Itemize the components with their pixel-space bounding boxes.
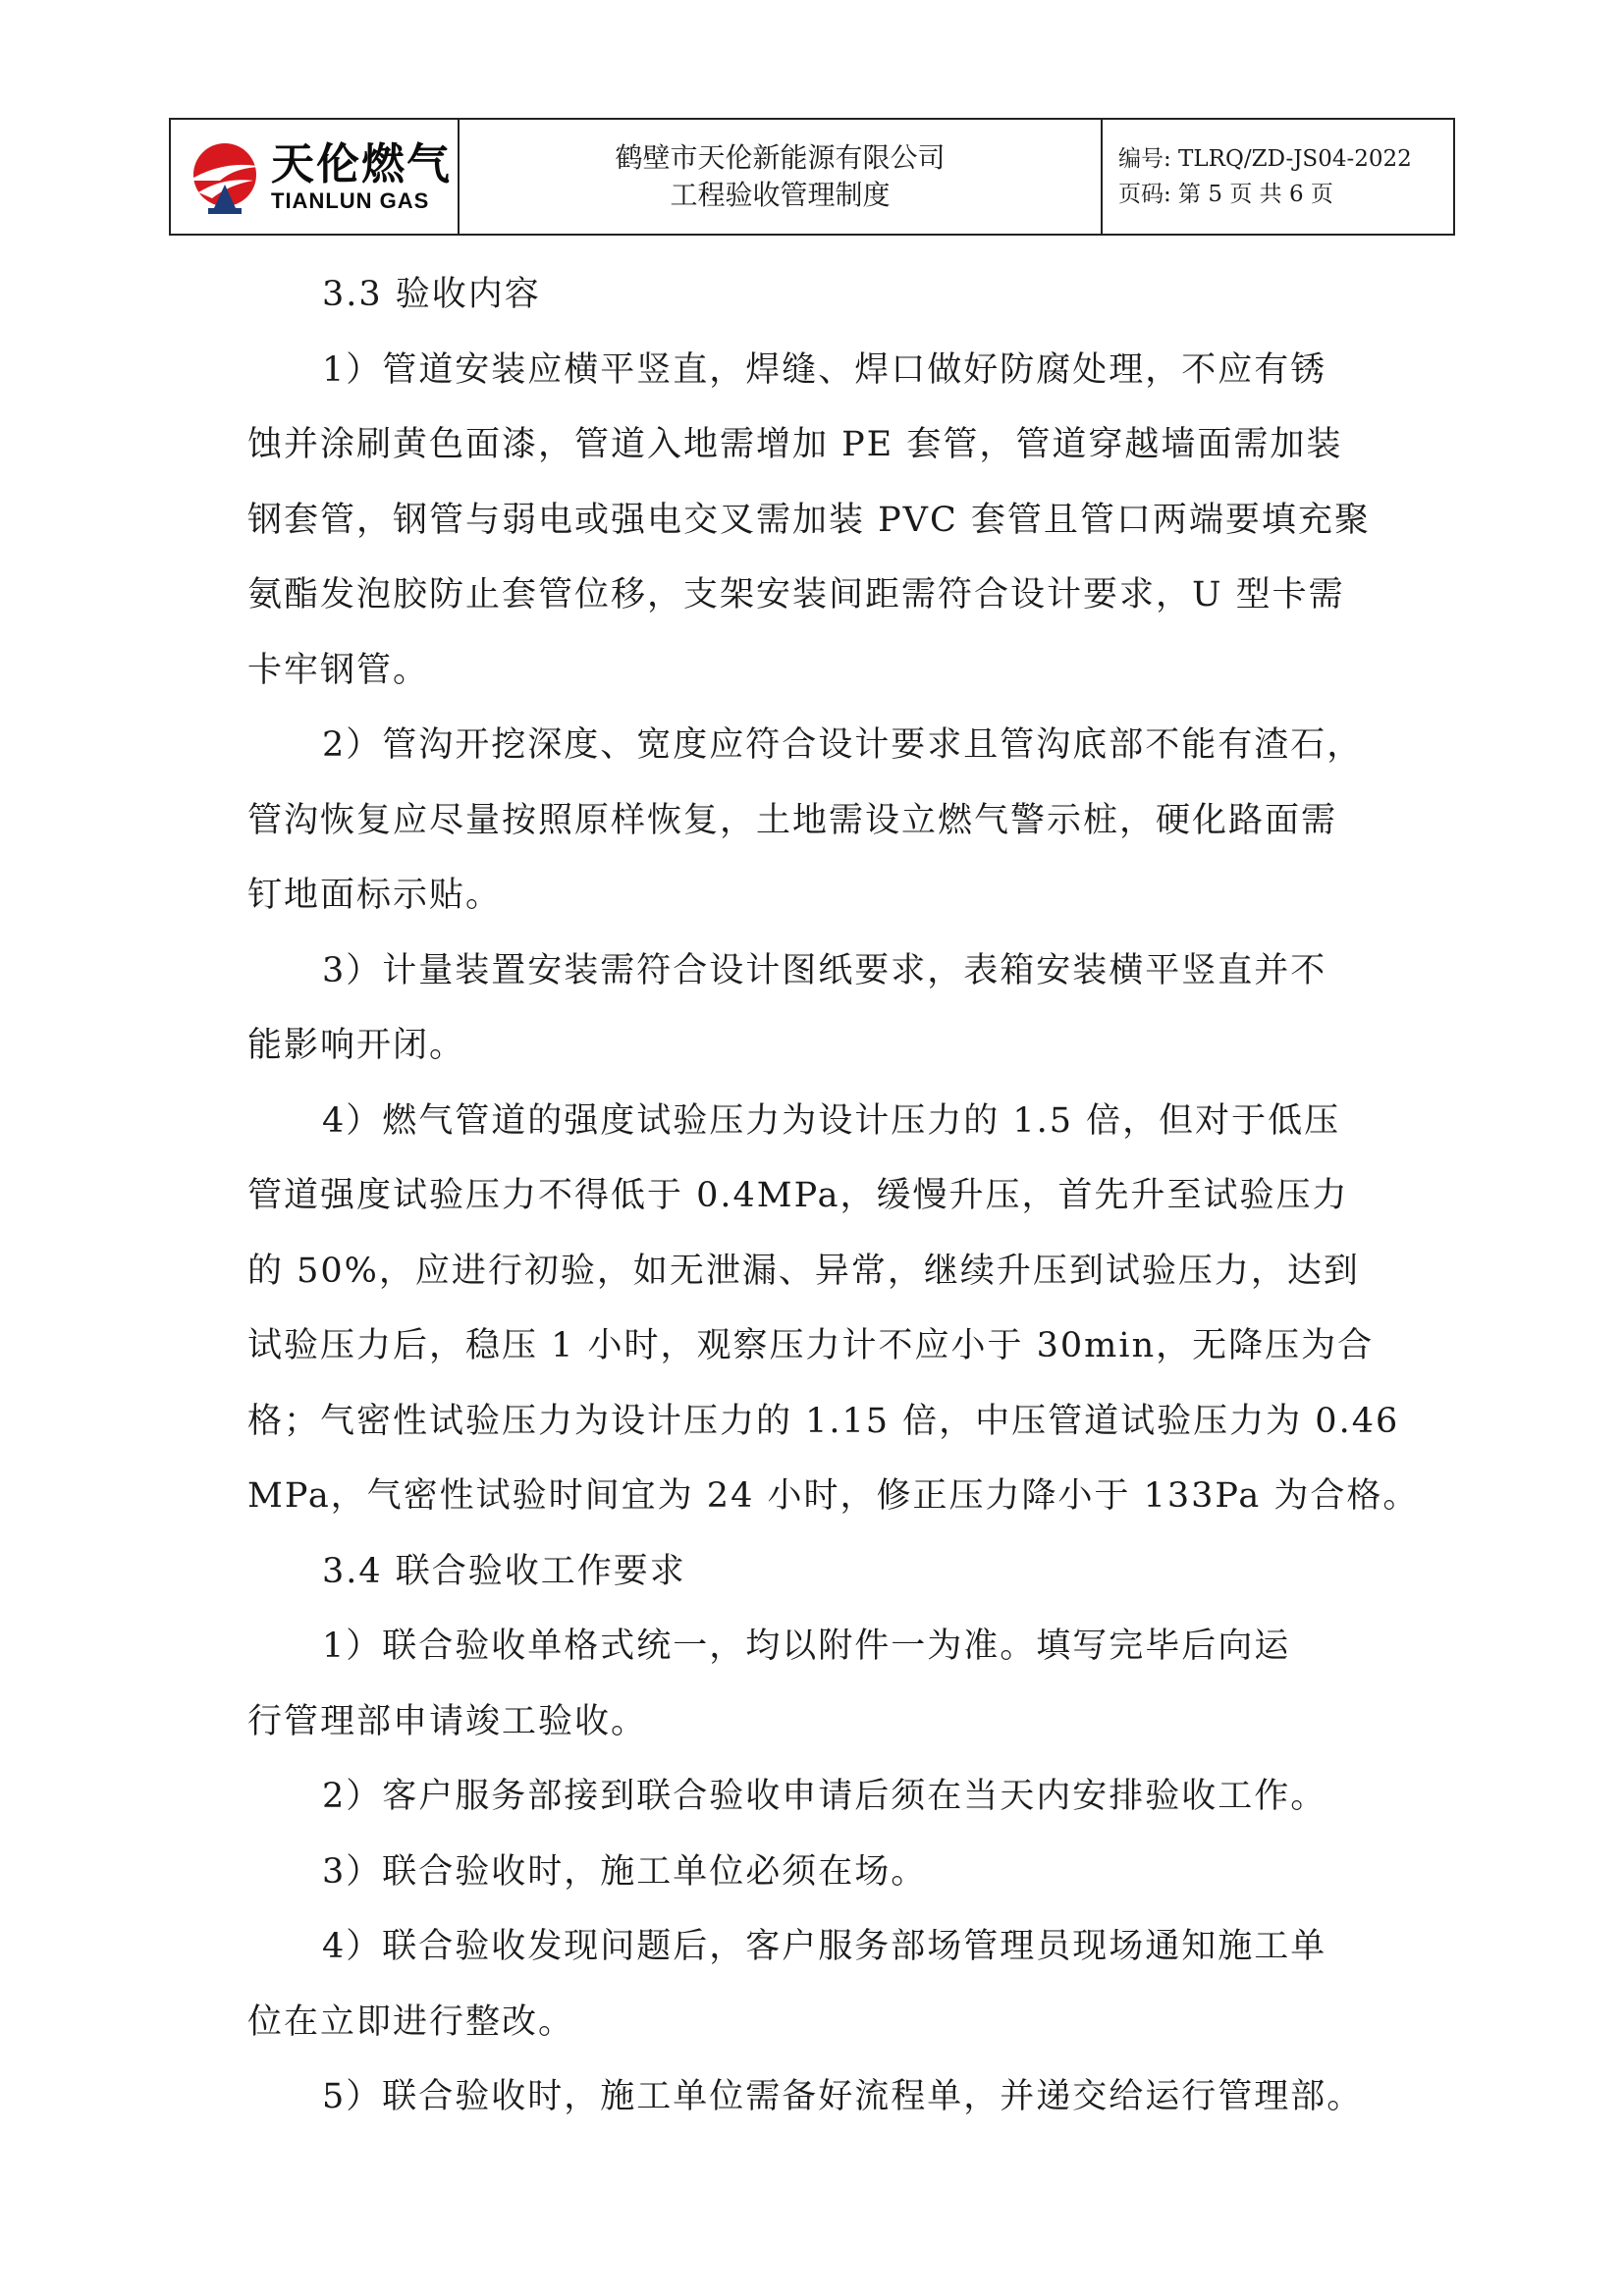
company-logo (171, 120, 460, 234)
body-line: 4）联合验收发现问题后，客户服务部场管理员现场通知施工单 (322, 1927, 1327, 1966)
logo-chinese-name: 天伦燃气 (271, 139, 452, 189)
document-header (169, 118, 1455, 236)
body-line: 试验压力后，稳压 1 小时，观察压力计不应小于 30min，无降压为合 (247, 1326, 1375, 1365)
body-line: 3）计量装置安装需符合设计图纸要求，表箱安装横平竖直并不 (322, 950, 1327, 990)
body-line: 氨酯发泡胶防止套管位移，支架安装间距需符合设计要求，U 型卡需 (247, 575, 1345, 614)
body-line: 位在立即进行整改。 (247, 2002, 575, 2042)
body-line: 管道强度试验压力不得低于 0.4MPa，缓慢升压，首先升至试验压力 (247, 1176, 1349, 1215)
body-line: 3.3 验收内容 (322, 275, 541, 314)
body-line: 5）联合验收时，施工单位需备好流程单，并递交给运行管理部。 (322, 2077, 1364, 2116)
body-line: 能影响开闭。 (247, 1026, 466, 1065)
logo-english-name: TIANLUN GAS (271, 188, 430, 213)
document-body (247, 257, 1420, 2135)
body-line: 4）燃气管道的强度试验压力为设计压力的 1.5 倍，但对于低压 (322, 1100, 1341, 1141)
document-title: 工程验收管理制度 (670, 179, 891, 211)
page-number: 页码: 第 5 页 共 6 页 (1118, 182, 1333, 207)
body-line: 钢套管，钢管与弱电或强电交叉需加装 PVC 套管且管口两端要填充聚 (247, 500, 1371, 540)
tianlun-logo-icon (185, 137, 265, 216)
body-line: 1）管道安装应横平竖直，焊缝、焊口做好防腐处理，不应有锈 (322, 349, 1327, 390)
body-line: 钉地面标示贴。 (247, 876, 503, 915)
body-line: 卡牢钢管。 (247, 650, 430, 690)
header-meta-cell (1103, 120, 1453, 234)
body-line: 3）联合验收时，施工单位必须在场。 (322, 1851, 928, 1892)
body-line: 的 50%，应进行初验，如无泄漏、异常，继续升压到试验压力，达到 (247, 1251, 1360, 1291)
body-line: 行管理部申请竣工验收。 (247, 1701, 648, 1741)
body-line: 2）管沟开挖深度、宽度应符合设计要求且管沟底部不能有渣石， (322, 725, 1364, 765)
body-line: 3.4 联合验收工作要求 (322, 1551, 686, 1591)
body-line: 1）联合验收单格式统一，均以附件一为准。填写完毕后向运 (322, 1627, 1291, 1666)
header-title-cell (460, 120, 1103, 234)
body-line: 2）客户服务部接到联合验收申请后须在当天内安排验收工作。 (322, 1777, 1327, 1816)
document-code: 编号: TLRQ/ZD-JS04-2022 (1118, 146, 1412, 172)
company-name: 鹤壁市天伦新能源有限公司 (615, 141, 946, 174)
body-line: MPa，气密性试验时间宜为 24 小时，修正压力降小于 133Pa 为合格。 (247, 1476, 1420, 1516)
body-line: 蚀并涂刷黄色面漆，管道入地需增加 PE 套管，管道穿越墙面需加装 (247, 425, 1343, 464)
body-line: 格；气密性试验压力为设计压力的 1.15 倍，中压管道试验压力为 0.46 (247, 1401, 1400, 1441)
body-line: 管沟恢复应尽量按照原样恢复，土地需设立燃气警示桩，硬化路面需 (247, 800, 1338, 840)
